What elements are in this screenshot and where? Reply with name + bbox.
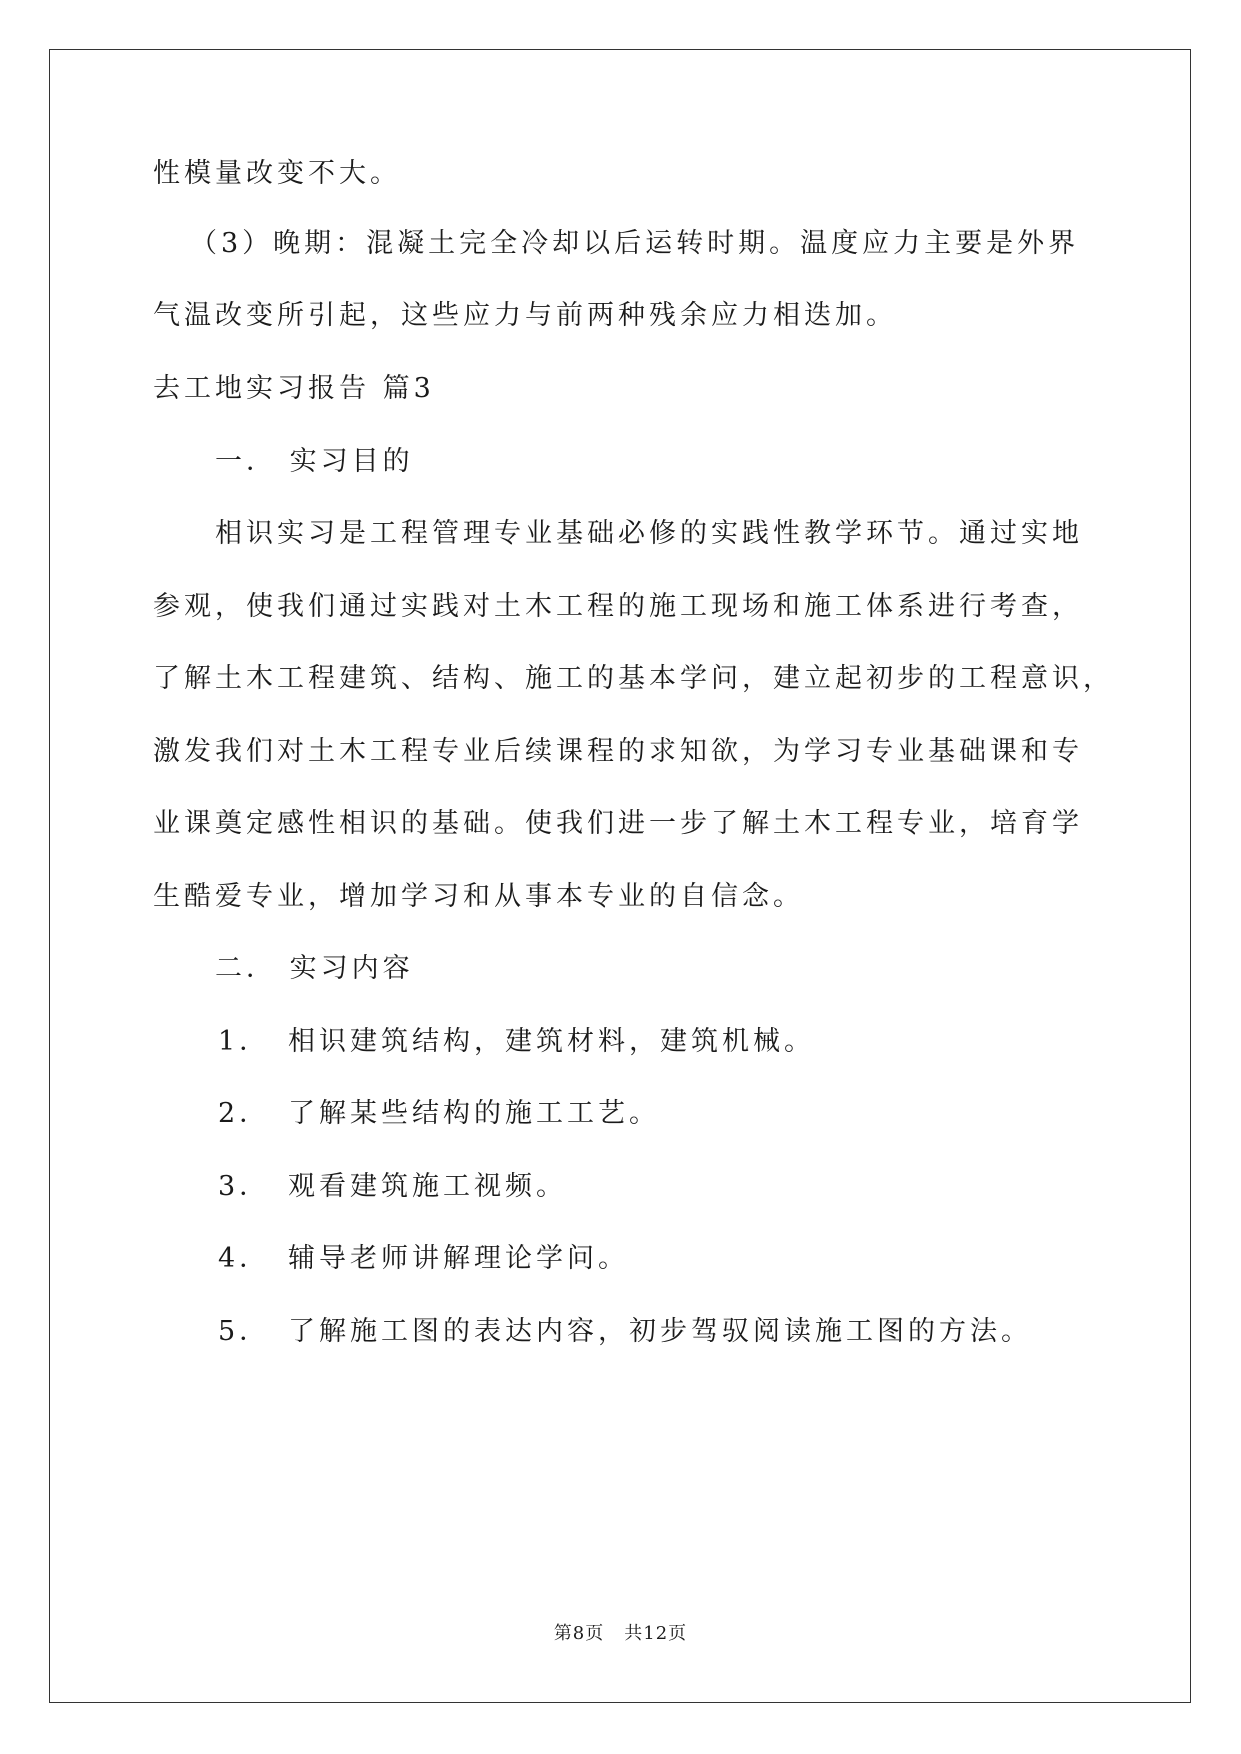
list-item [218, 1097, 660, 1131]
page-total: 共12页 [624, 1623, 688, 1644]
list-item [218, 1025, 815, 1059]
section-heading: 去工地实习报告 篇3 [153, 373, 435, 404]
paragraph-line: 生酷爱专业，增加学习和从事本专业的自信念。 [153, 881, 804, 912]
list-item-text: 相识建筑结构，建筑材料，建筑机械。 [288, 1026, 815, 1057]
page-number: 第8页 [553, 1623, 605, 1644]
paragraph-line: 参观，使我们通过实践对土木工程的施工现场和施工体系进行考查， [153, 591, 1083, 622]
subsection-heading: 二． 实习内容 [215, 953, 414, 984]
list-item-text: 观看建筑施工视频。 [288, 1171, 567, 1202]
list-item-number: 3． [218, 1171, 271, 1202]
list-item-text: 了解施工图的表达内容，初步驾驭阅读施工图的方法。 [288, 1316, 1032, 1347]
list-item-number: 4． [218, 1243, 271, 1274]
list-item [218, 1242, 629, 1276]
list-item-number: 5． [218, 1316, 271, 1347]
list-item-number: 2． [218, 1098, 271, 1129]
list-item [218, 1315, 1032, 1349]
paragraph-line: 相识实习是工程管理专业基础必修的实践性教学环节。通过实地 [215, 518, 1083, 549]
list-item-text: 了解某些结构的施工工艺。 [288, 1098, 660, 1129]
paragraph-line: （3）晚期：混凝土完全冷却以后运转时期。温度应力主要是外界 [190, 228, 1080, 259]
subsection-heading: 一． 实习目的 [215, 446, 414, 477]
paragraph-line: 了解土木工程建筑、结构、施工的基本学问，建立起初步的工程意识， [153, 663, 1114, 694]
list-item [218, 1170, 567, 1204]
paragraph-line: 气温改变所引起，这些应力与前两种残余应力相迭加。 [153, 300, 897, 331]
page-border [49, 49, 1191, 1703]
paragraph-line: 性模量改变不大。 [153, 158, 401, 189]
paragraph-line: 激发我们对土木工程专业后续课程的求知欲，为学习专业基础课和专 [153, 736, 1083, 767]
list-item-text: 辅导老师讲解理论学问。 [288, 1243, 629, 1274]
paragraph-line: 业课奠定感性相识的基础。使我们进一步了解土木工程专业，培育学 [153, 808, 1083, 839]
list-item-number: 1． [218, 1026, 271, 1057]
page-footer [0, 1619, 1241, 1645]
